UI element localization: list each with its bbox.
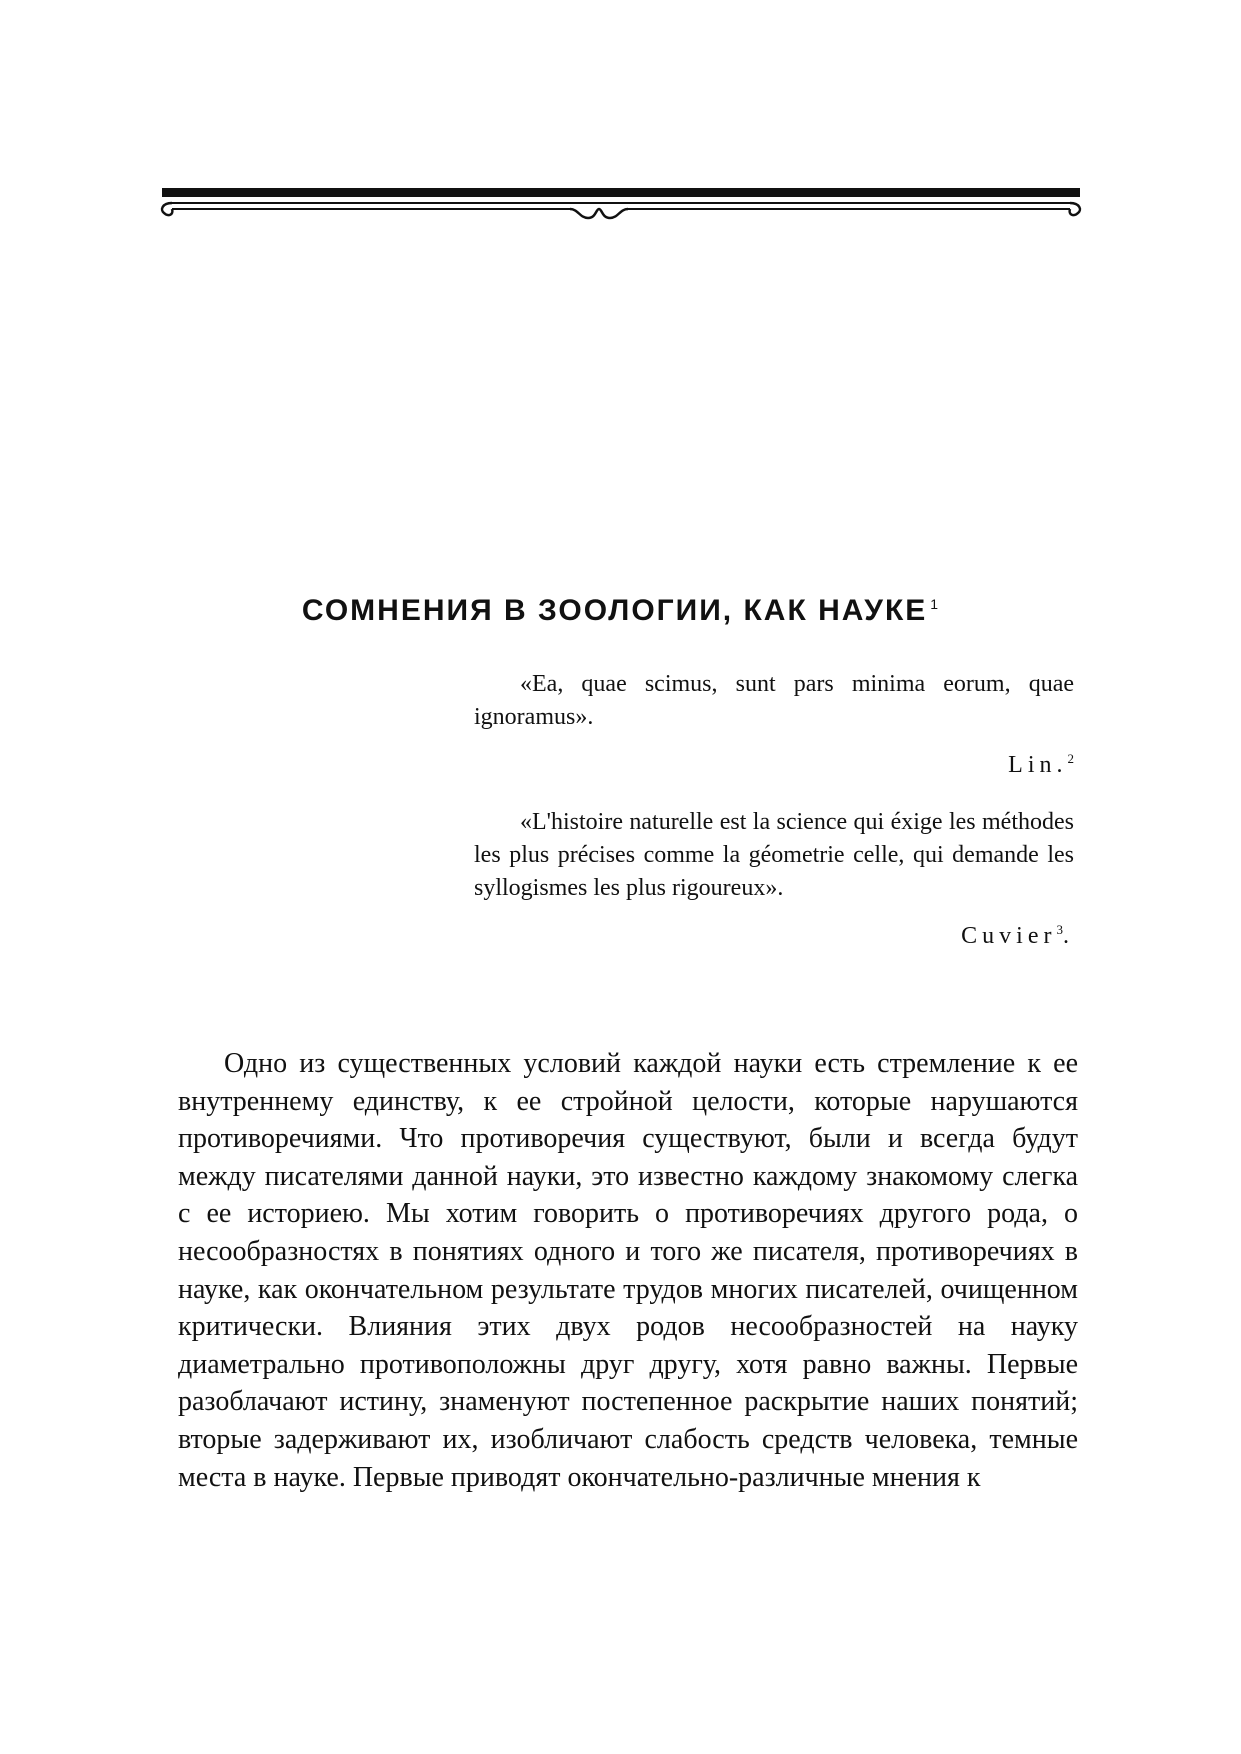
epigraph-author [474,742,1074,782]
chapter-title-text: СОМНЕНИЯ В ЗООЛОГИИ, КАК НАУКЕ [301,594,928,627]
epigraph-author [474,913,1074,953]
chapter-title [160,594,1082,628]
epigraph-text: «Ea, quae scimus, sunt pars minima eorum, quae ignoramus». [474,671,1074,730]
epigraph-linnaeus [474,668,1074,782]
epigraph-text: «L'histoire naturelle est la science qui éxige les méthodes les plus précises comme la géometrie celle, qui demande les syllogismes les plus rigoureux». [474,809,1074,901]
title-footnote-marker: 1 [930,596,941,612]
header-ornament-rule [160,188,1082,228]
epigraph-footnote-marker: 3 [1056,922,1063,937]
epigraph-author-period: . [1063,923,1074,949]
epigraph-author-name: Lin. [1008,752,1068,778]
body-paragraph: Одно из существенных условий каждой науки есть стремление к ее внутреннему единству, к ее стройной целости, которые нарушаются противоречиями. Что противоречия существуют, были и всегда будут между писателями данной науки, это известно каждому знакомому слегка с ее историею. Мы хотим говорить о противоречиях другого рода, о несообразностях в понятиях одного и того же писателя, противоречиях в науке, как окончательном результате трудов многих писателей, очищенном критически. Влияния этих двух родов несообразностей на науку диаметрально противоположны друг другу, хотя равно важны. Первые разоблачают истину, знаменуют постепенное раскрытие наших понятий; вторые задерживают их, изобличают слабость средств человека, темные места в науке. Первые приводят окончательно-различные мнения к [178,1048,1078,1493]
epigraph-author-name: Cuvier [961,923,1057,949]
epigraph-cuvier [474,806,1074,953]
epigraph-footnote-marker: 2 [1067,751,1074,766]
